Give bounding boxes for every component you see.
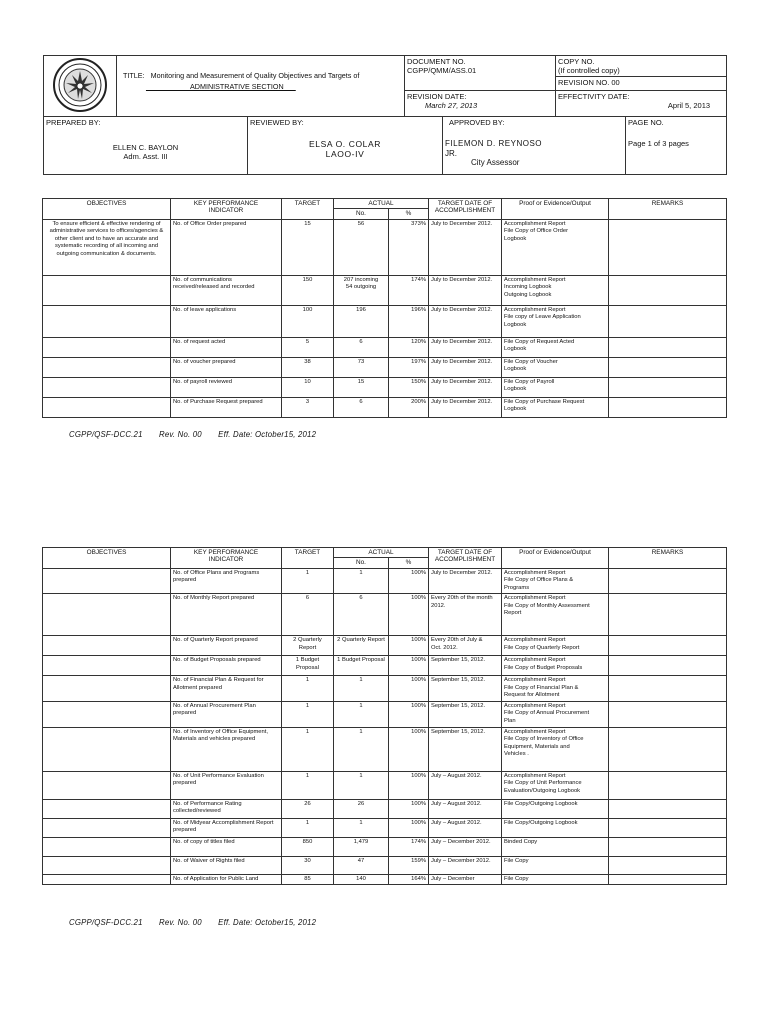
col-kpi-line1: KEY PERFORMANCE xyxy=(193,549,259,556)
effectivity-label: EFFECTIVITY DATE: xyxy=(558,92,630,101)
kpi-table-1 xyxy=(42,198,727,418)
target-date-cell: July to December 2012. xyxy=(429,275,502,305)
target-date-cell: September 15, 2012. xyxy=(429,701,502,727)
actual-no-cell: 196 xyxy=(334,305,389,337)
proof-cell: Accomplishment Report File Copy of Annual Procurement Plan xyxy=(502,701,609,727)
actual-pct-cell: 174% xyxy=(389,275,429,305)
revision-date-label: REVISION DATE: xyxy=(407,92,467,101)
actual-no-cell: 1 xyxy=(334,568,389,594)
target-date-cell: July to December 2012. xyxy=(429,397,502,417)
actual-pct-cell: 373% xyxy=(389,219,429,275)
kpi-cell: No. of Performance Rating collected/reviewed xyxy=(171,799,282,818)
actual-no-cell: 1 xyxy=(334,676,389,702)
remarks-cell xyxy=(609,219,727,275)
proof-cell: Accomplishment Report File Copy of Inventory of Office Equipment, Materials and Vehicles . xyxy=(502,727,609,771)
table-row xyxy=(43,874,727,885)
remarks-cell xyxy=(609,676,727,702)
col-target-date xyxy=(429,199,502,220)
footer-rev: Rev. No. 00 xyxy=(159,918,202,927)
col-kpi xyxy=(171,548,282,569)
objective-cell xyxy=(43,275,171,305)
approved-title: City Assessor xyxy=(471,158,520,168)
target-date-cell: July – December 2012. xyxy=(429,837,502,856)
actual-pct-cell: 100% xyxy=(389,636,429,656)
objective-cell xyxy=(43,799,171,818)
actual-pct-cell: 200% xyxy=(389,397,429,417)
kpi-cell: No. of Office Plans and Programs prepared xyxy=(171,568,282,594)
col-remarks: REMARKS xyxy=(609,199,727,220)
document-no: CGPP/QMM/ASS.01 xyxy=(407,66,477,75)
col-target-date-line1: TARGET DATE OF xyxy=(437,549,493,556)
target-cell: 26 xyxy=(282,799,334,818)
proof-cell: Binded Copy xyxy=(502,837,609,856)
proof-cell: Accomplishment Report File Copy of Monthly Assessment Report xyxy=(502,594,609,636)
col-target: TARGET xyxy=(282,199,334,220)
objective-cell xyxy=(43,656,171,676)
objective-cell xyxy=(43,856,171,874)
col-kpi-line1: KEY PERFORMANCE xyxy=(193,200,259,207)
proof-cell: Accomplishment Report File Copy of Office Plans & Programs xyxy=(502,568,609,594)
col-objectives: OBJECTIVES xyxy=(43,199,171,220)
col-target: TARGET xyxy=(282,548,334,569)
objective-cell xyxy=(43,337,171,357)
page-cell xyxy=(626,117,727,175)
proof-cell: Accomplishment Report File Copy of Quarterly Report xyxy=(502,636,609,656)
actual-pct-cell: 100% xyxy=(389,818,429,837)
revision-date: March 27, 2013 xyxy=(425,101,478,110)
remarks-cell xyxy=(609,837,727,856)
target-date-cell: July to December 2012. xyxy=(429,377,502,397)
reviewed-title: LAOO-IV xyxy=(325,149,365,160)
approved-name-line2: JR. xyxy=(445,148,457,158)
kpi-cell: No. of Quarterly Report prepared xyxy=(171,636,282,656)
col-actual-pct: % xyxy=(389,209,429,219)
table-row xyxy=(43,656,727,676)
actual-pct-cell: 164% xyxy=(389,874,429,885)
target-date-cell: July to December 2012. xyxy=(429,357,502,377)
table-row xyxy=(43,397,727,417)
target-cell: 1 xyxy=(282,771,334,799)
actual-no-cell: 140 xyxy=(334,874,389,885)
proof-cell: File Copy of Purchase Request Logbook xyxy=(502,397,609,417)
kpi-cell: No. of Unit Performance Evaluation prepared xyxy=(171,771,282,799)
target-cell: 10 xyxy=(282,377,334,397)
title-text: Monitoring and Measurement of Quality Objectives and Targets of xyxy=(150,71,360,80)
table-row xyxy=(43,594,727,636)
actual-no-cell: 73 xyxy=(334,357,389,377)
col-kpi-line2: INDICATOR xyxy=(208,207,244,215)
proof-cell: Accomplishment Report Incoming Logbook Outgoing Logbook xyxy=(502,275,609,305)
footer-code: CGPP/QSF-DCC.21 xyxy=(69,430,143,439)
city-seal-logo xyxy=(52,57,108,113)
proof-cell: File Copy of Payroll Logbook xyxy=(502,377,609,397)
kpi-cell: No. of copy of titles filed xyxy=(171,837,282,856)
target-date-cell: July to December 2012. xyxy=(429,337,502,357)
prepared-name: ELLEN C. BAYLON xyxy=(112,143,179,152)
remarks-cell xyxy=(609,701,727,727)
table-row xyxy=(43,337,727,357)
actual-pct-cell: 197% xyxy=(389,357,429,377)
objective-cell xyxy=(43,676,171,702)
actual-pct-cell: 196% xyxy=(389,305,429,337)
kpi-cell: No. of voucher prepared xyxy=(171,357,282,377)
target-date-cell: July – December 2012. xyxy=(429,856,502,874)
actual-no-cell: 1 xyxy=(334,701,389,727)
remarks-cell xyxy=(609,275,727,305)
kpi-cell: No. of Budget Proposals prepared xyxy=(171,656,282,676)
target-cell: 15 xyxy=(282,219,334,275)
target-date-cell: September 15, 2012. xyxy=(429,676,502,702)
actual-pct-cell: 100% xyxy=(389,676,429,702)
document-no-label: DOCUMENT NO. xyxy=(407,57,466,66)
kpi-cell: No. of Midyear Accomplishment Report prepared xyxy=(171,818,282,837)
kpi-cell: No. of Financial Plan & Request for Allotment prepared xyxy=(171,676,282,702)
prepared-label: PREPARED BY: xyxy=(46,118,101,127)
col-kpi-line2: INDICATOR xyxy=(208,556,244,564)
target-cell: 38 xyxy=(282,357,334,377)
table-row xyxy=(43,377,727,397)
remarks-cell xyxy=(609,656,727,676)
target-cell: 150 xyxy=(282,275,334,305)
kpi-cell: No. of Purchase Request prepared xyxy=(171,397,282,417)
target-cell: 6 xyxy=(282,594,334,636)
remarks-cell xyxy=(609,799,727,818)
target-date-cell: Every 20th of the month 2012. xyxy=(429,594,502,636)
remarks-cell xyxy=(609,305,727,337)
target-cell: 1 xyxy=(282,701,334,727)
table-row xyxy=(43,305,727,337)
col-actual: ACTUAL xyxy=(334,548,429,558)
document-no-cell xyxy=(405,56,556,91)
objective-cell xyxy=(43,568,171,594)
proof-cell: File Copy of Voucher Logbook xyxy=(502,357,609,377)
actual-pct-cell: 150% xyxy=(389,377,429,397)
target-date-cell: July to December 2012. xyxy=(429,305,502,337)
remarks-cell xyxy=(609,377,727,397)
proof-cell: File Copy/Outgoing Logbook xyxy=(502,799,609,818)
target-cell: 85 xyxy=(282,874,334,885)
target-cell: 850 xyxy=(282,837,334,856)
remarks-cell xyxy=(609,818,727,837)
target-date-cell: September 15, 2012. xyxy=(429,727,502,771)
actual-no-cell: 56 xyxy=(334,219,389,275)
kpi-cell: No. of Waiver of Rights filed xyxy=(171,856,282,874)
remarks-cell xyxy=(609,771,727,799)
copy-no-label: COPY NO. xyxy=(558,57,595,66)
remarks-cell xyxy=(609,357,727,377)
table-row xyxy=(43,727,727,771)
remarks-cell xyxy=(609,397,727,417)
kpi-cell: No. of leave applications xyxy=(171,305,282,337)
objective-cell xyxy=(43,377,171,397)
proof-cell: File Copy xyxy=(502,856,609,874)
col-actual: ACTUAL xyxy=(334,199,429,209)
actual-no-cell: 6 xyxy=(334,594,389,636)
objective-cell xyxy=(43,771,171,799)
footer-eff: Eff. Date: October15, 2012 xyxy=(218,918,317,927)
objective-cell xyxy=(43,594,171,636)
target-cell: 1 xyxy=(282,818,334,837)
col-actual-no: No. xyxy=(334,558,389,568)
table-row xyxy=(43,799,727,818)
target-cell: 1 xyxy=(282,727,334,771)
reviewed-name: ELSA O. COLAR xyxy=(308,139,382,149)
table-row xyxy=(43,701,727,727)
col-proof: Proof or Evidence/Output xyxy=(502,199,609,220)
actual-no-cell: 15 xyxy=(334,377,389,397)
table-row xyxy=(43,568,727,594)
kpi-cell: No. of Office Order prepared xyxy=(171,219,282,275)
footer-code: CGPP/QSF-DCC.21 xyxy=(69,918,143,927)
copy-no-cell xyxy=(556,56,727,77)
table-row xyxy=(43,818,727,837)
objective-cell xyxy=(43,397,171,417)
kpi-cell: No. of Application for Public Land xyxy=(171,874,282,885)
col-remarks: REMARKS xyxy=(609,548,727,569)
objective-cell: To ensure efficient & effective rendering of administrative services to offices/agencies & other client and to have an accurate and systematic recording of all incoming and outgoing communication & documents. xyxy=(43,219,171,275)
target-cell: 3 xyxy=(282,397,334,417)
col-actual-no: No. xyxy=(334,209,389,219)
target-cell: 5 xyxy=(282,337,334,357)
actual-no-cell: 2 Quarterly Report xyxy=(334,636,389,656)
logo-cell xyxy=(44,56,117,117)
kpi-cell: No. of Monthly Report prepared xyxy=(171,594,282,636)
target-date-cell: July – August 2012. xyxy=(429,818,502,837)
objective-cell xyxy=(43,837,171,856)
copy-no-note: (If controlled copy) xyxy=(558,66,620,75)
proof-cell: File Copy/Outgoing Logbook xyxy=(502,818,609,837)
target-date-cell: July – December xyxy=(429,874,502,885)
actual-pct-cell: 120% xyxy=(389,337,429,357)
target-cell: 1 Budget Proposal xyxy=(282,656,334,676)
target-date-cell: September 15, 2012. xyxy=(429,656,502,676)
kpi-cell: No. of Annual Procurement Plan prepared xyxy=(171,701,282,727)
col-target-date xyxy=(429,548,502,569)
target-date-cell: July to December 2012. xyxy=(429,219,502,275)
objective-cell xyxy=(43,818,171,837)
table-row xyxy=(43,856,727,874)
actual-no-cell: 6 xyxy=(334,397,389,417)
remarks-cell xyxy=(609,594,727,636)
reviewed-label: REVIEWED BY: xyxy=(250,118,304,127)
actual-pct-cell: 159% xyxy=(389,856,429,874)
approved-cell xyxy=(443,117,626,175)
col-kpi xyxy=(171,199,282,220)
proof-cell: Accomplishment Report File Copy of Financial Plan & Request for Allotment xyxy=(502,676,609,702)
kpi-cell: No. of payroll reviewed xyxy=(171,377,282,397)
col-target-date-line2: ACCOMPLISHMENT xyxy=(434,207,496,215)
col-objectives: OBJECTIVES xyxy=(43,548,171,569)
actual-no-cell: 1 xyxy=(334,818,389,837)
objective-cell xyxy=(43,305,171,337)
remarks-cell xyxy=(609,636,727,656)
page-label: PAGE NO. xyxy=(628,118,664,127)
target-cell: 1 xyxy=(282,568,334,594)
remarks-cell xyxy=(609,727,727,771)
actual-no-cell: 1 Budget Proposal xyxy=(334,656,389,676)
actual-no-cell: 1 xyxy=(334,727,389,771)
remarks-cell xyxy=(609,337,727,357)
remarks-cell xyxy=(609,568,727,594)
proof-cell: Accomplishment Report File Copy of Budget Proposals xyxy=(502,656,609,676)
target-date-cell: July – August 2012. xyxy=(429,799,502,818)
title-label: TITLE: xyxy=(123,71,145,80)
page-value: Page 1 of 3 pages xyxy=(628,139,689,148)
actual-no-cell: 1 xyxy=(334,771,389,799)
objective-cell xyxy=(43,701,171,727)
table-row xyxy=(43,676,727,702)
section-name: ___________ADMINISTRATIVE SECTION___ xyxy=(146,81,296,91)
proof-cell: Accomplishment Report File Copy of Unit Performance Evaluation/Outgoing Logbook xyxy=(502,771,609,799)
remarks-cell xyxy=(609,874,727,885)
proof-cell: Accomplishment Report File copy of Leave Application Logbook xyxy=(502,305,609,337)
approved-label: APPROVED BY: xyxy=(449,118,505,127)
objective-cell xyxy=(43,357,171,377)
kpi-cell: No. of request acted xyxy=(171,337,282,357)
actual-no-cell: 47 xyxy=(334,856,389,874)
actual-pct-cell: 100% xyxy=(389,656,429,676)
col-actual-pct: % xyxy=(389,558,429,568)
col-proof: Proof or Evidence/Output xyxy=(502,548,609,569)
table-row xyxy=(43,771,727,799)
kpi-table-2 xyxy=(42,547,727,885)
remarks-cell xyxy=(609,856,727,874)
footer-rev: Rev. No. 00 xyxy=(159,430,202,439)
actual-pct-cell: 100% xyxy=(389,771,429,799)
objective-cell xyxy=(43,874,171,885)
target-date-cell: July – August 2012. xyxy=(429,771,502,799)
proof-cell: File Copy of Request Acted Logbook xyxy=(502,337,609,357)
revision-date-cell xyxy=(405,91,556,117)
proof-cell: File Copy xyxy=(502,874,609,885)
actual-pct-cell: 100% xyxy=(389,594,429,636)
prepared-cell xyxy=(44,117,248,175)
page-footer-1 xyxy=(69,430,330,439)
footer-eff: Eff. Date: October15, 2012 xyxy=(218,430,317,439)
actual-no-cell: 1,479 xyxy=(334,837,389,856)
target-cell: 1 xyxy=(282,676,334,702)
target-cell: 2 Quarterly Report xyxy=(282,636,334,656)
approved-name-line1: FILEMON D. REYNOSO xyxy=(445,139,543,148)
actual-no-cell: 26 xyxy=(334,799,389,818)
title-cell xyxy=(117,56,405,117)
actual-pct-cell: 100% xyxy=(389,799,429,818)
table-row xyxy=(43,275,727,305)
document-header xyxy=(43,55,727,175)
effectivity-cell xyxy=(556,91,727,117)
actual-no-cell: 6 xyxy=(334,337,389,357)
target-date-cell: July to December 2012. xyxy=(429,568,502,594)
proof-cell: Accomplishment Report File Copy of Office Order Logbook xyxy=(502,219,609,275)
objective-cell xyxy=(43,636,171,656)
effectivity-date: April 5, 2013 xyxy=(667,101,711,110)
reviewed-cell xyxy=(248,117,443,175)
table-row xyxy=(43,357,727,377)
col-target-date-line2: ACCOMPLISHMENT xyxy=(434,556,496,564)
col-target-date-line1: TARGET DATE OF xyxy=(437,200,493,207)
revision-no: REVISION NO. 00 xyxy=(556,77,727,91)
table-row xyxy=(43,636,727,656)
target-cell: 100 xyxy=(282,305,334,337)
actual-no-cell: 207 incoming 54 outgoing xyxy=(334,275,389,305)
actual-pct-cell: 174% xyxy=(389,837,429,856)
objective-cell xyxy=(43,727,171,771)
kpi-cell: No. of Inventory of Office Equipment, Materials and vehicles prepared xyxy=(171,727,282,771)
page-footer-2 xyxy=(69,918,330,927)
actual-pct-cell: 100% xyxy=(389,701,429,727)
target-date-cell: Every 20th of July & Oct. 2012. xyxy=(429,636,502,656)
kpi-cell: No. of communications received/released and recorded xyxy=(171,275,282,305)
table-row xyxy=(43,219,727,275)
prepared-title: Adm. Asst. III xyxy=(123,152,168,161)
actual-pct-cell: 100% xyxy=(389,568,429,594)
table-row xyxy=(43,837,727,856)
target-cell: 30 xyxy=(282,856,334,874)
actual-pct-cell: 100% xyxy=(389,727,429,771)
